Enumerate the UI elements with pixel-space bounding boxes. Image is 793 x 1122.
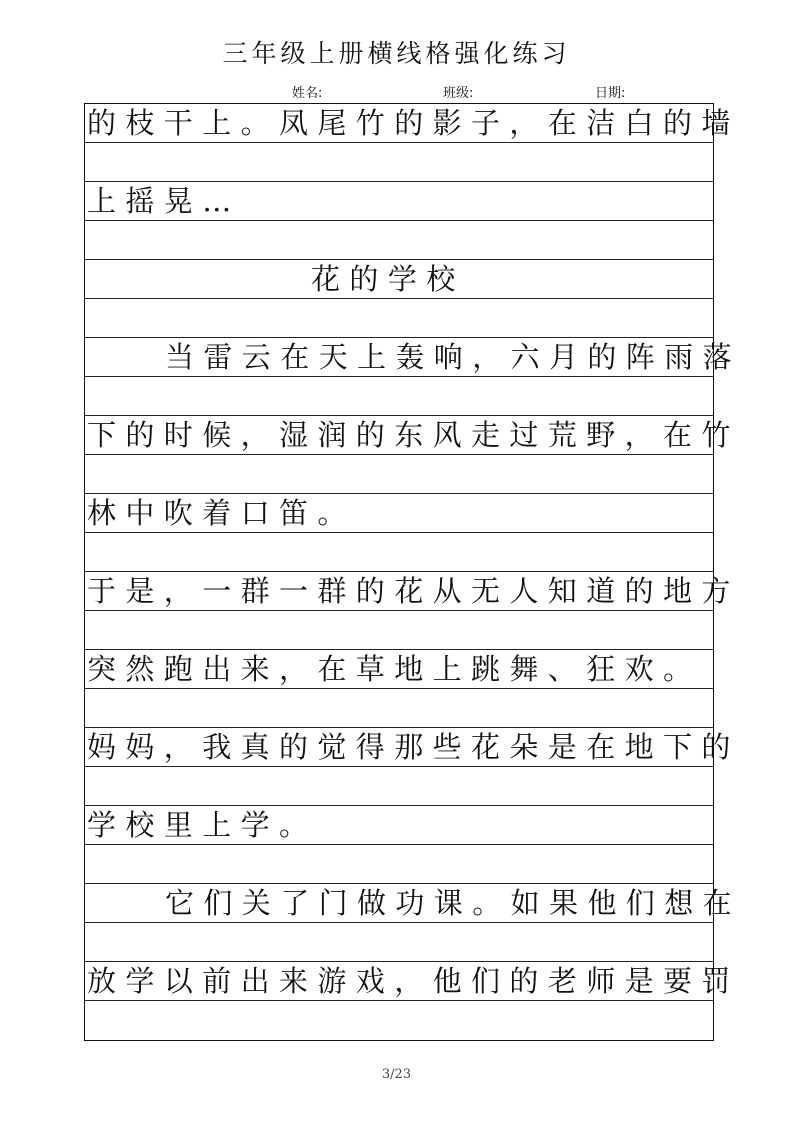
blank-row: [85, 845, 713, 884]
text-line: 下的时候，湿润的东风走过荒野，在竹: [87, 418, 740, 452]
poem-title: 花的学校: [311, 262, 465, 296]
text-line: 上摇晃…: [87, 184, 241, 218]
name-label: 姓名:: [292, 86, 323, 101]
text-row: [85, 260, 713, 299]
text-row: [85, 338, 742, 377]
text-row: [85, 104, 740, 143]
text-line: 当雷云在天上轰响，六月的阵雨落: [165, 340, 742, 374]
text-row: [85, 728, 740, 767]
text-row: [85, 416, 740, 455]
text-row: [85, 182, 713, 221]
text-line: 林中吹着口笛。: [87, 496, 356, 530]
text-line: 放学以前出来游戏，他们的老师是要罚: [87, 964, 740, 998]
blank-row: [85, 533, 713, 572]
text-line: 的枝干上。凤尾竹的影子，在洁白的墙: [87, 106, 740, 140]
blank-row: [85, 143, 713, 182]
blank-row: [85, 377, 713, 416]
text-line: 它们关了门做功课。如果他们想在: [165, 886, 742, 920]
text-row: [85, 572, 740, 611]
text-line: 学校里上学。: [87, 808, 318, 842]
blank-row: [85, 455, 713, 494]
blank-row: [85, 611, 713, 650]
blank-row: [85, 767, 713, 806]
class-label: 班级:: [443, 86, 474, 101]
text-line: 妈妈，我真的觉得那些花朵是在地下的: [87, 730, 740, 764]
blank-row: [85, 221, 713, 260]
blank-row: [85, 689, 713, 728]
page-title: 三年级上册横线格强化练习: [222, 39, 571, 68]
text-line: 突然跑出来，在草地上跳舞、狂欢。: [87, 652, 702, 686]
blank-row: [85, 1001, 713, 1040]
text-row: [85, 650, 713, 689]
date-label: 日期:: [595, 86, 626, 101]
blank-row: [85, 299, 713, 338]
page-number: 3/23: [381, 1067, 412, 1082]
blank-row: [85, 923, 713, 962]
text-row: [85, 962, 740, 1001]
writing-grid: [84, 103, 742, 1041]
text-row: [85, 806, 713, 845]
text-line: 于是，一群一群的花从无人知道的地方: [87, 574, 740, 608]
text-row: [85, 884, 742, 923]
text-row: [85, 494, 713, 533]
